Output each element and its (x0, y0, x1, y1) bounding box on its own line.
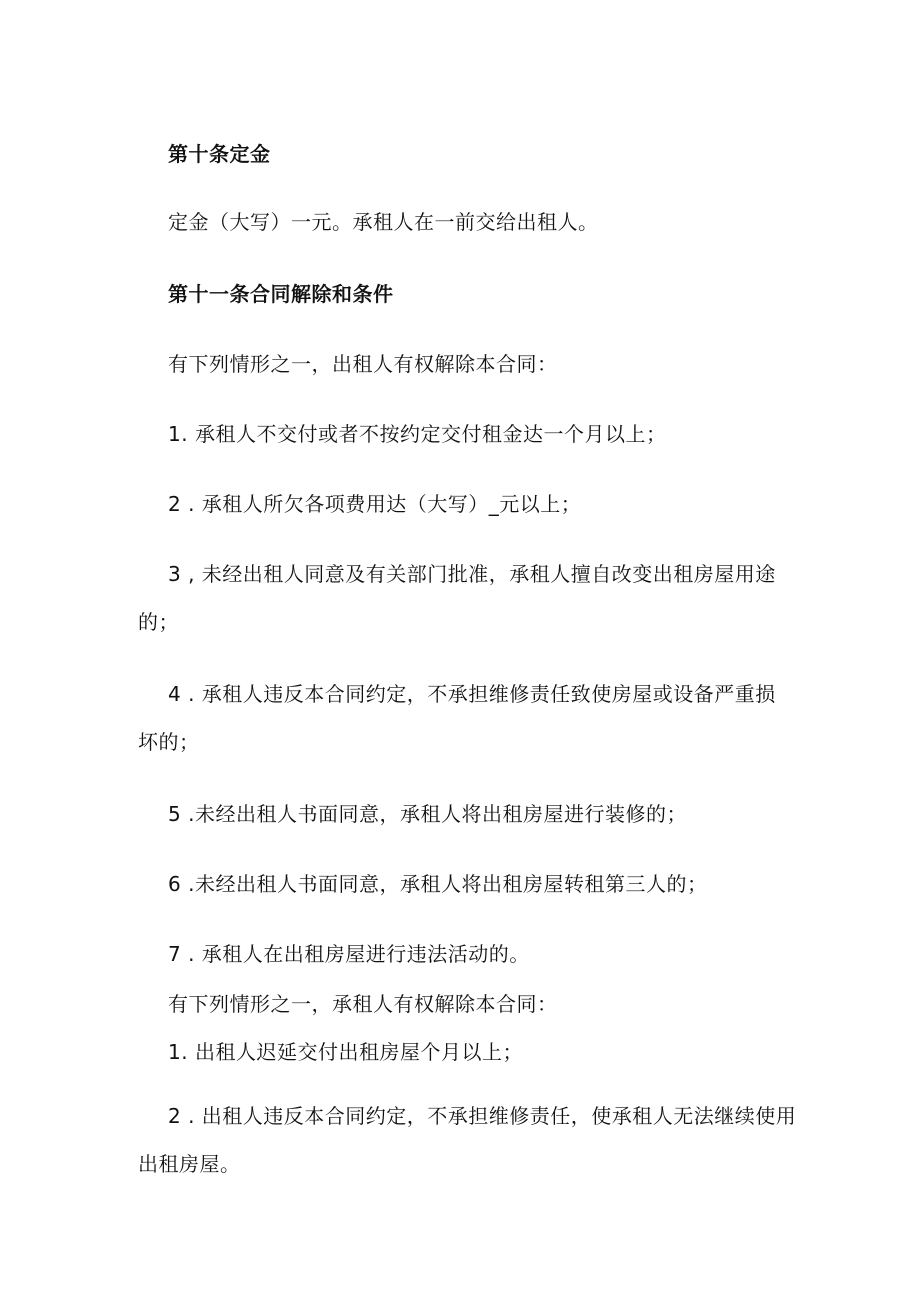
lessor-item-6: 6 .未经出租人书面同意，承租人将出租房屋转租第三人的； (168, 872, 708, 896)
lessor-termination-intro: 有下列情形之一，出租人有权解除本合同： (168, 352, 558, 376)
lessee-termination-intro: 有下列情形之一，承租人有权解除本合同： (168, 992, 558, 1016)
lessor-item-5: 5 .未经出租人书面同意，承租人将出租房屋进行装修的； (168, 802, 687, 826)
lessor-item-4-line-1: 4 . 承租人违反本合同约定，不承担维修责任致使房屋或设备严重损 (168, 682, 776, 706)
lessor-item-7: 7 . 承租人在出租房屋进行违法活动的。 (168, 942, 530, 966)
article-10-heading: 第十条定金 (168, 142, 271, 166)
lessor-item-4-line-2: 坏的； (138, 730, 200, 754)
lessor-item-2: 2 . 承租人所欠各项费用达（大写）_元以上； (168, 492, 582, 516)
lessor-item-1: 1. 承租人不交付或者不按约定交付租金达一个月以上； (168, 422, 667, 446)
article-11-heading: 第十一条合同解除和条件 (168, 282, 394, 306)
lessor-item-3-line-1: 3 , 未经出租人同意及有关部门批准，承租人擅自改变出租房屋用途 (168, 562, 776, 586)
article-10-text: 定金（大写）一元。承租人在一前交给出租人。 (168, 210, 599, 234)
lessee-item-2-line-1: 2 . 出租人违反本合同约定，不承担维修责任，使承租人无法继续使用 (168, 1104, 797, 1128)
lessee-item-1: 1. 出租人迟延交付出租房屋个月以上； (168, 1040, 523, 1064)
lessor-item-3-line-2: 的； (138, 610, 179, 634)
lessee-item-2-line-2: 出租房屋。 (138, 1152, 241, 1176)
